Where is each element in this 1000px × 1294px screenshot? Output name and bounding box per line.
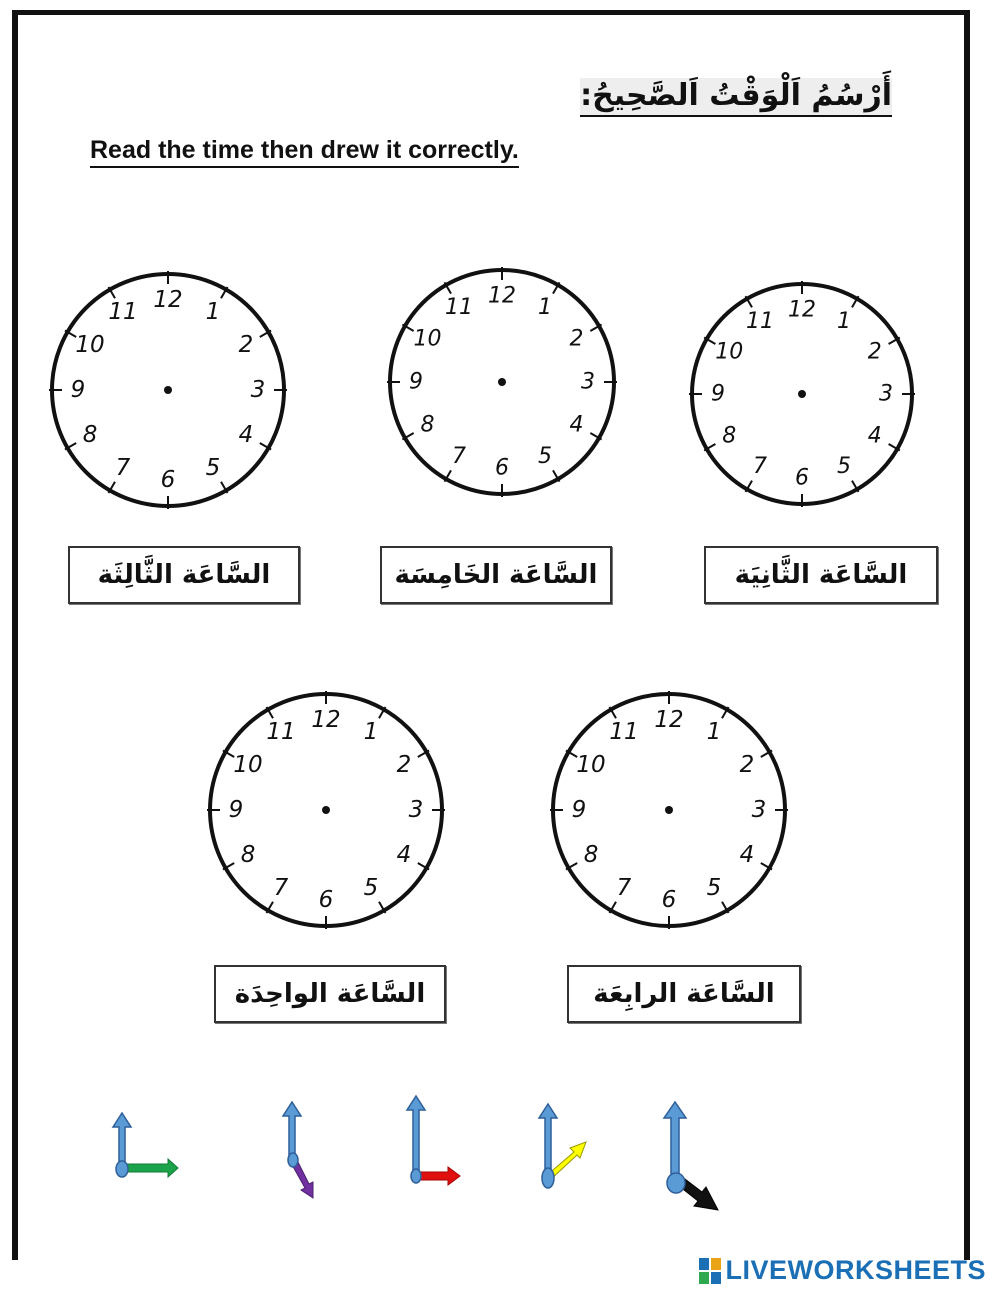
clock-center-dot [665,806,673,814]
clock-number: 10 [75,332,105,358]
clock-number: 12 [153,287,183,313]
clock-face [386,266,618,498]
clock-second[interactable] [688,280,916,508]
clock-number: 10 [413,326,442,352]
clock-number: 5 [205,454,221,481]
clock-face [688,280,916,508]
clock-number: 2 [569,326,584,352]
liveworksheets-icon [699,1258,721,1284]
clock-number: 2 [867,339,882,365]
clock-number: 3 [581,369,595,395]
clock-number: 6 [495,455,509,481]
clock-number: 7 [115,454,131,481]
clock-number: 5 [837,454,851,480]
clock-number: 9 [228,797,244,823]
clock-face [206,690,446,930]
label-text: السَّاعَة الثَّانِيَة [734,560,908,590]
clock-number: 12 [488,283,516,309]
hands-red[interactable] [398,1092,478,1192]
clock-center-dot [164,386,172,394]
clock-number: 6 [795,465,809,491]
clock-number: 7 [753,454,767,480]
clock-number: 2 [396,752,412,778]
brand-name: LIVEWORKSHEETS [725,1255,986,1285]
clock-number: 9 [711,381,725,407]
label-first-hour [214,965,446,1023]
clock-number: 7 [452,443,466,469]
hands-yellow[interactable] [528,1100,608,1200]
clock-number: 10 [233,752,263,778]
clock-number: 6 [318,887,334,913]
clock-number: 4 [569,412,584,438]
clock-number: 9 [409,369,423,395]
clock-number: 1 [837,308,851,334]
worksheet-frame [12,10,970,1260]
clock-number: 11 [266,719,296,746]
arabic-title: أَرْسُمُ اَلْوَقْتُ اَلصَّحِيحُ: [580,78,892,117]
label-third-hour [68,546,300,604]
clock-number: 3 [751,797,767,823]
hands-purple[interactable] [270,1098,340,1208]
clock-number: 11 [609,719,639,746]
clock-center-dot [498,378,506,386]
liveworksheets-logo [699,1255,986,1286]
clock-number: 3 [250,377,266,403]
clock-number: 11 [746,308,774,334]
clock-fourth[interactable] [549,690,789,930]
clock-number: 4 [867,423,882,449]
clock-number: 1 [706,719,722,746]
clock-number: 7 [616,874,632,901]
clock-number: 9 [571,797,587,823]
clock-number: 12 [788,297,816,323]
label-fifth-hour [380,546,612,604]
label-text: السَّاعَة الخَامِسَة [394,560,598,590]
clock-number: 11 [108,299,138,326]
clock-number: 3 [879,381,893,407]
clock-fifth[interactable] [386,266,618,498]
clock-number: 11 [445,295,473,321]
label-text: السَّاعَة الواحِدَة [234,979,426,1009]
hands-black[interactable] [650,1098,730,1218]
clock-number: 1 [205,299,221,326]
clock-number: 8 [82,422,98,448]
clock-number: 12 [654,707,684,733]
clock-number: 5 [363,874,379,901]
clock-number: 5 [706,874,722,901]
label-fourth-hour [567,965,801,1023]
clock-number: 4 [396,842,412,868]
hands-green[interactable] [100,1105,190,1185]
clock-face [48,270,288,510]
clock-first[interactable] [206,690,446,930]
clock-number: 7 [273,874,289,901]
clock-number: 1 [363,719,379,746]
clock-number: 2 [238,332,254,358]
clock-number: 12 [311,707,341,733]
clock-number: 10 [715,339,744,365]
clock-number: 6 [160,467,176,493]
clock-number: 8 [722,423,737,449]
clock-number: 8 [420,412,435,438]
clock-center-dot [798,390,806,398]
label-second-hour [704,546,938,604]
clock-number: 4 [739,842,755,868]
clock-number: 4 [238,422,254,448]
clock-third[interactable] [48,270,288,510]
clock-number: 3 [408,797,424,823]
clock-number: 2 [739,752,755,778]
label-text: السَّاعَة الرابِعَة [593,979,775,1009]
clock-number: 9 [70,377,86,403]
english-instruction: Read the time then drew it correctly. [90,136,519,168]
clock-number: 5 [538,443,552,469]
clock-number: 8 [583,842,599,868]
clock-number: 10 [576,752,606,778]
clock-face [549,690,789,930]
clock-number: 1 [538,295,552,321]
clock-number: 6 [661,887,677,913]
clock-center-dot [322,806,330,814]
clock-number: 8 [240,842,256,868]
label-text: السَّاعَة الثَّالِثَة [97,560,271,590]
